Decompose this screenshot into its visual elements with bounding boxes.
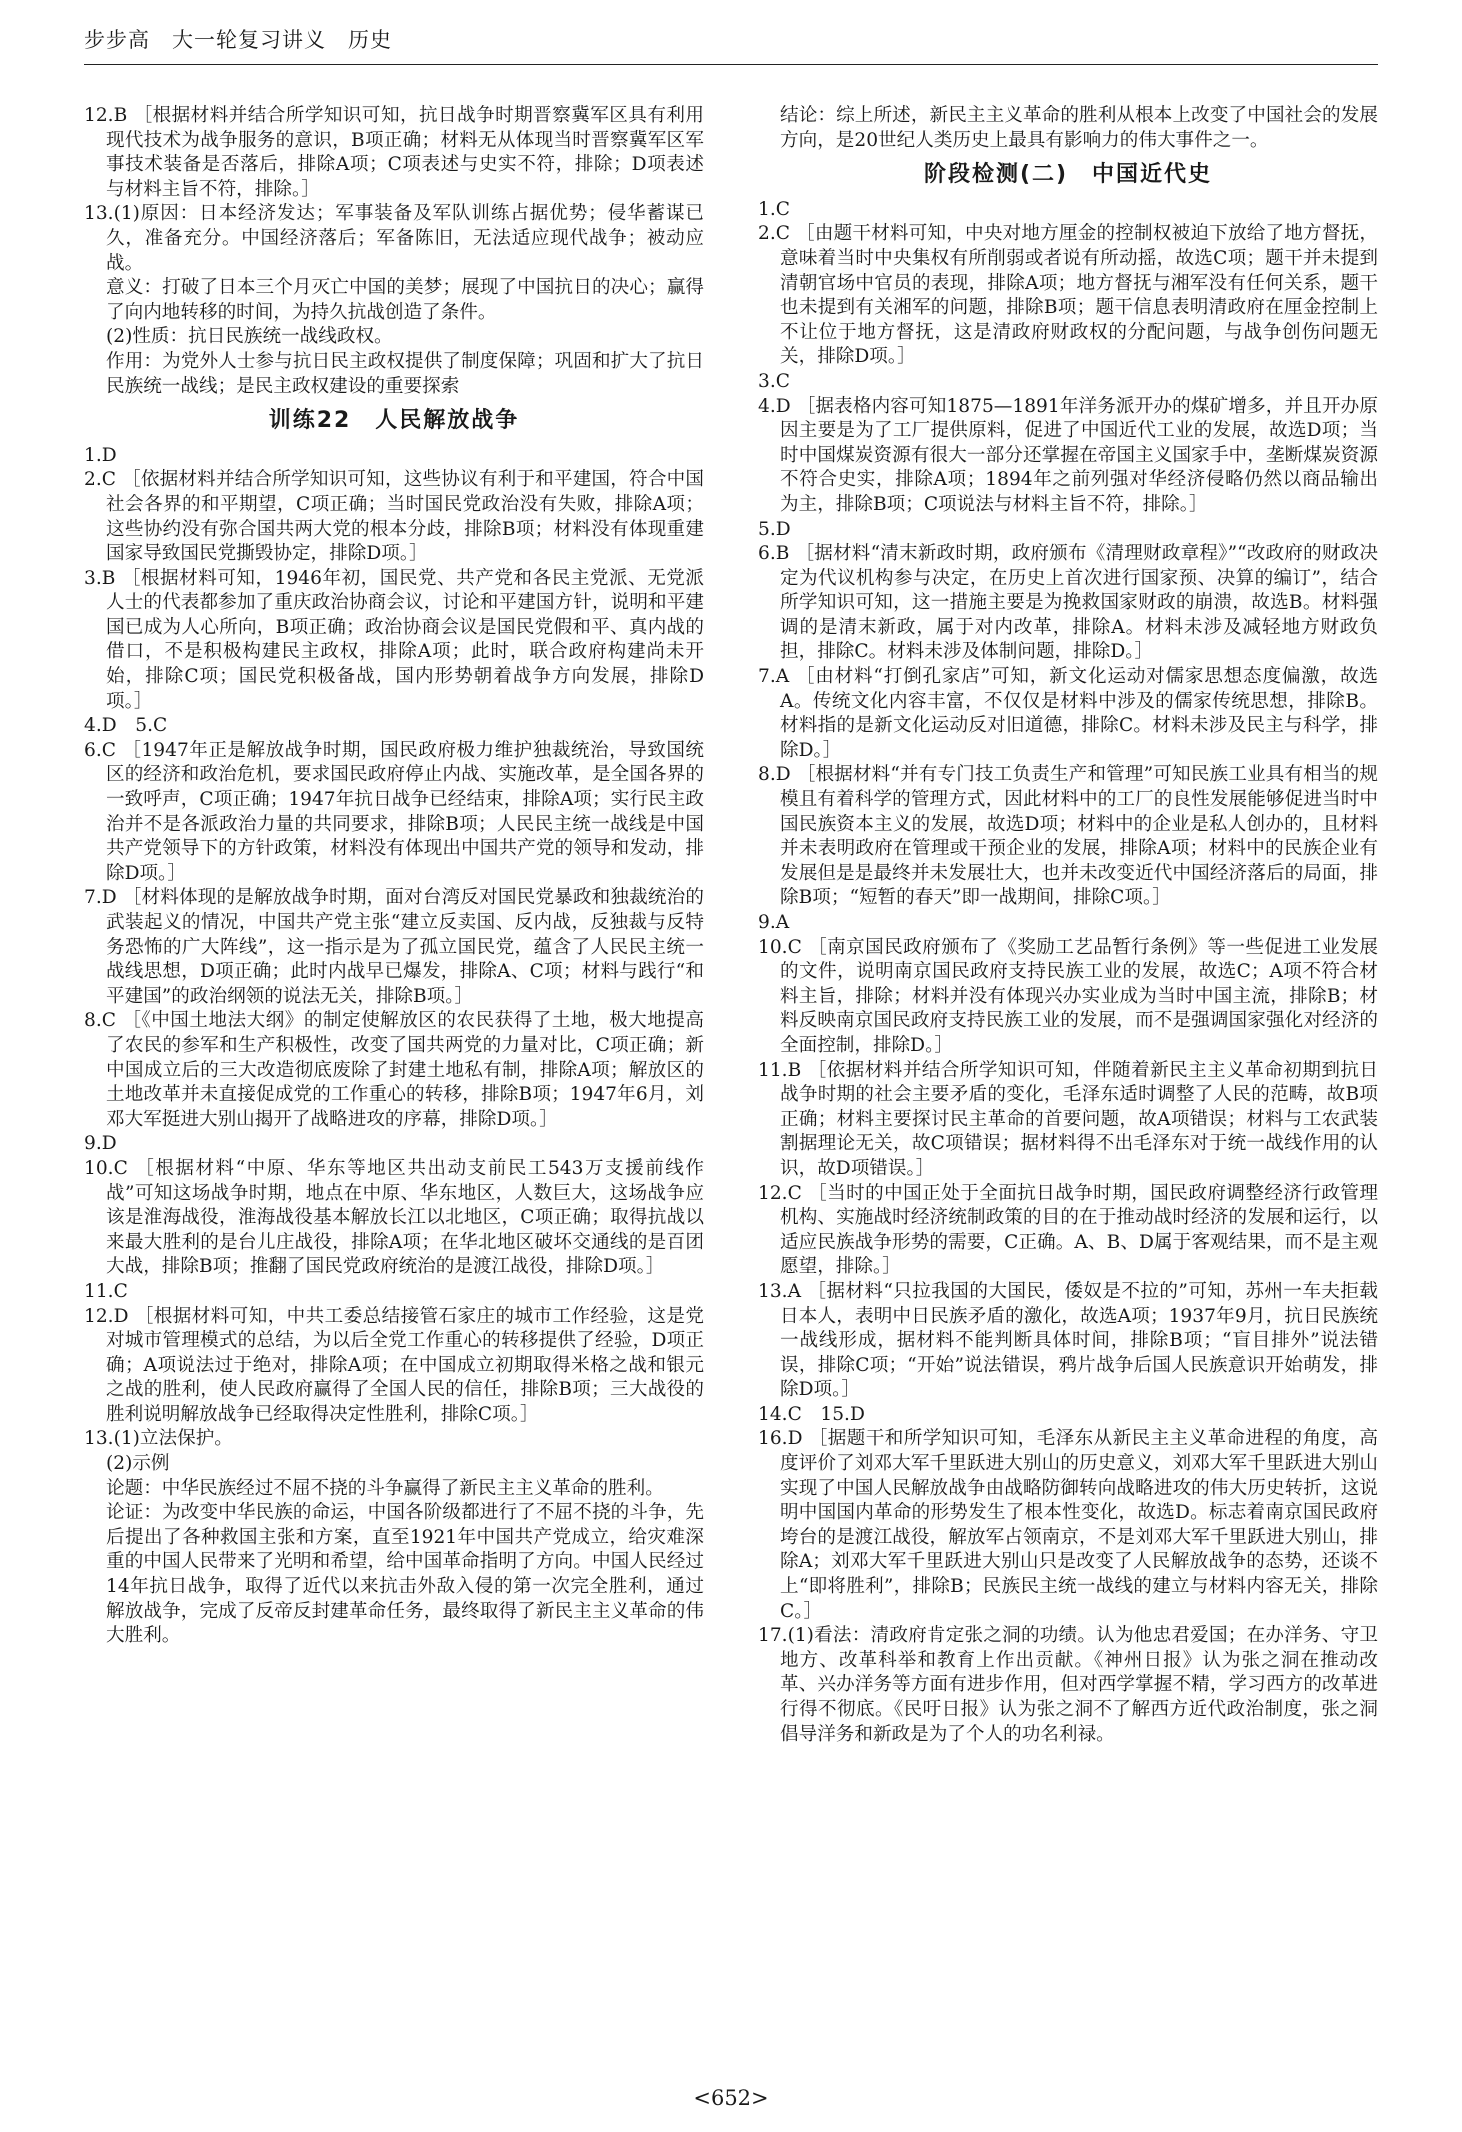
answer-item: 6.C ［1947年正是解放战争时期，国民政府极力维护独裁统治，导致国统区的经济和政治危机，要求国民政府停止内战、实施改革，是全国各界的一致呼声，C项正确；1947年抗日战争已经结束，排除A项；实行民主政治并不是各派政治力量的共同要求，排除B项；人民民主统一战线是中国共产党领导下的方针政策，材料没有体现出中国共产党的领导和发动，排除D项。］ — [84, 739, 704, 884]
answer-item: 12.C ［当时的中国正处于全面抗日战争时期，国民政府调整经济行政管理机构、实施战时经济统制政策的目的在于推动战时经济的发展和运行，以适应民族战争形势的需要，C正确。A、B、D属于客观结果，而不是主观愿望，排除。］ — [758, 1182, 1378, 1278]
answer-continuation: 意义：打破了日本三个月灭亡中国的美梦；展现了中国抗日的决心；赢得了向内地转移的时间，为持久抗战创造了条件。 — [106, 277, 704, 323]
answer-item: 9.D — [84, 1133, 117, 1155]
answer-item: 6.B ［据材料“清末新政时期，政府颁布《清理财政章程》”“改政府的财政决定为代议机构参与决定，在历史上首次进行国家预、决算的编订”，结合所学知识可知，这一措施主要是为挽救国家财政的崩溃，故选B。材料强调的是清末新政，属于对内改革，排除A。材料未涉及减轻地方财政负担，排除C。材料未涉及体制问题，排除D。］ — [758, 543, 1378, 663]
answer-item: 17.(1)看法：清政府肯定张之洞的功绩。认为他忠君爱国；在办洋务、守卫地方、改革科举和教育上作出贡献。《神州日报》认为张之洞在推动改革、兴办洋务等方面有进步作用，但对西学掌握不精，学习西方的改革进行得不彻底。《民吁日报》认为张之洞不了解西方近代政治制度，张之洞倡导洋务和新政是为了个人的功名利禄。 — [758, 1625, 1378, 1745]
answer-item: 1.C — [758, 198, 790, 220]
answer-continuation: 论题：中华民族经过不屈不挠的斗争赢得了新民主主义革命的胜利。 — [106, 1477, 664, 1499]
page-header: 步步高 大一轮复习讲义 历史 — [84, 28, 392, 52]
answer-item: 5.D — [758, 518, 791, 540]
answer-item: 4.D ［据表格内容可知1875—1891年洋务派开办的煤矿增多，并且开办原因主要是为了工厂提供原料，促进了中国近代工业的发展，故选D项；当时中国煤炭资源有很大一部分还掌握在帝国主义国家手中，垄断煤炭资源不符合史实，排除A项；1894年之前列强对华经济侵略仍然以商品输出为主，排除B项；C项说法与材料主旨不符，排除。］ — [758, 395, 1378, 515]
section-title: 训练22 人民解放战争 — [268, 408, 520, 434]
answer-item: 13.(1)原因：日本经济发达；军事装备及军队训练占据优势；侵华蓄谋已久，准备充分。中国经济落后；军备陈旧，无法适应现代战争；被动应战。 — [84, 203, 704, 274]
answer-item: 3.C — [758, 370, 790, 392]
answer-item: 7.D ［材料体现的是解放战争时期，面对台湾反对国民党暴政和独裁统治的武装起义的情况，中国共产党主张“建立反卖国、反内战，反独裁与反特务恐怖的广大阵线”，这一指示是为了孤立国民党，蕴含了人民民主统一战线思想，D项正确；此时内战早已爆发，排除A、C项；材料与践行“和平建国”的政治纲领的说法无关，排除B项。］ — [84, 887, 704, 1007]
answer-item: 12.B ［根据材料并结合所学知识可知，抗日战争时期晋察冀军区具有利用现代技术为战争服务的意识，B项正确；材料无从体现当时晋察冀军区军事技术装备是否落后，排除A项；C项表述与史实不符，排除；D项表述与材料主旨不符，排除。］ — [84, 105, 704, 200]
answer-item: 10.C ［根据材料“中原、华东等地区共出动支前民工543万支援前线作战”可知这场战争时期，地点在中原、华东地区，人数巨大，这场战争应该是淮海战役，淮海战役基本解放长江以北地区，C项正确；取得抗战以来最大胜利的是台儿庄战役，排除A项；在华北地区破坏交通线的是百团大战，排除B项；推翻了国民党政府统治的是渡江战役，排除D项。］ — [84, 1157, 704, 1278]
answer-item: 13.A ［据材料“只拉我国的大国民，倭奴是不拉的”可知，苏州一车夫拒载日本人，表明中日民族矛盾的激化，故选A项；1937年9月，抗日民族统一战线形成，据材料不能判断具体时间，排除B项；“盲目排外”说法错误，排除C项；“开始”说法错误，鸦片战争后国人民族意识开始萌发，排除D项。］ — [758, 1280, 1378, 1401]
answer-continuation: 论证：为改变中华民族的命运，中国各阶级都进行了不屈不挠的斗争，先后提出了各种救国主张和方案，直至1921年中国共产党成立，给灾难深重的中国人民带来了光明和希望，给中国革命指明了方向。中国人民经过14年抗日战争，取得了近代以来抗击外敌入侵的第一次完全胜利，通过解放战争，完成了反帝反封建革命任务，最终取得了新民主主义革命的伟大胜利。 — [106, 1502, 704, 1647]
answer-item: 3.B ［根据材料可知，1946年初，国民党、共产党和各民主党派、无党派人士的代表都参加了重庆政治协商会议，讨论和平建国方针，说明和平建国已成为人心所向，B项正确；政治协商会议是国民党假和平、真内战的借口，不是积极构建民主政权，排除A项；此时，联合政府构建尚未开始，排除C项；国民党积极备战，国内形势朝着战争方向发展，排除D项。］ — [84, 567, 704, 712]
answer-continuation: 结论：综上所述，新民主主义革命的胜利从根本上改变了中国社会的发展方向，是20世纪人类历史上最具有影响力的伟大事件之一。 — [780, 105, 1378, 151]
answer-item: 4.D 5.C — [84, 715, 168, 737]
answer-item: 7.A ［由材料“打倒孔家店”可知，新文化运动对儒家思想态度偏激，故选A。传统文化内容丰富，不仅仅是材料中涉及的儒家传统思想，排除B。材料指的是新文化运动反对旧道德，排除C。材料未涉及民主与科学，排除D。］ — [758, 666, 1378, 761]
answer-continuation: (2)示例 — [106, 1453, 170, 1475]
answer-item: 11.C — [84, 1280, 128, 1302]
answer-item: 2.C ［由题干材料可知，中央对地方厘金的控制权被迫下放给了地方督抚，意味着当时中央集权有所削弱或者说有所动摇，故选C项；题干并未提到清朝官场中官员的表现，排除A项；地方督抚与湘军没有任何关系，题干也未提到有关湘军的问题，排除B项；题干信息表明清政府在厘金控制上不让位于地方督抚，这是清政府财政权的分配问题，与战争创伤问题无关，排除D项。］ — [758, 223, 1378, 368]
answer-item: 10.C ［南京国民政府颁布了《奖励工艺品暂行条例》等一些促进工业发展的文件，说明南京国民政府支持民族工业的发展，故选C；A项不符合材料主旨，排除；材料并没有体现兴办实业成为当时中国主流，排除B；材料反映南京国民政府支持民族工业的发展，而不是强调国家强化对经济的全面控制，排除D。］ — [758, 936, 1378, 1056]
answer-item: 11.B ［依据材料并结合所学知识可知，伴随着新民主主义革命初期到抗日战争时期的社会主要矛盾的变化，毛泽东适时调整了人民的范畴，故B项正确；材料主要探讨民主革命的首要问题，故A项错误；材料与工农武装割据理论无关，故C项错误；据材料得不出毛泽东对于统一战线作用的认识，故D项错误。］ — [758, 1059, 1378, 1179]
answer-item: 13.(1)立法保护。 — [84, 1428, 233, 1450]
answer-item: 2.C ［依据材料并结合所学知识可知，这些协议有利于和平建国，符合中国社会各界的和平期望，C项正确；当时国民党政治没有失败，排除A项；这些协约没有弥合国共两大党的根本分歧，排除B项；材料没有体现重建国家导致国民党撕毁协定，排除D项。］ — [84, 469, 704, 565]
left-column — [84, 104, 704, 1649]
answer-item: 9.A — [758, 912, 790, 933]
answer-continuation: (2)性质：抗日民族统一战线政权。 — [106, 326, 393, 348]
answer-item: 8.D ［根据材料“并有专门技工负责生产和管理”可知民族工业具有相当的规模且有着科学的管理方式，因此材料中的工厂的良性发展能够促进当时中国民族资本主义的发展，故选D项；材料中的企业是私人创办的，且材料并未表明政府在管理或干预企业的发展，排除A项；材料中的民族企业有发展但是是最终并未发展壮大，也并未改变近代中国经济落后的局面，排除B项；“短暂的春天”即一战期间，排除C项。］ — [758, 764, 1378, 909]
answer-item: 16.D ［据题干和所学知识可知，毛泽东从新民主主义革命进程的角度，高度评价了刘邓大军千里跃进大别山的历史意义，刘邓大军千里跃进大别山实现了中国人民解放战争由战略防御转向战略进攻的伟大历史转折，这说明中国国内革命的形势发生了根本性变化，故选D。标志着南京国民政府垮台的是渡江战役，解放军占领南京，不是刘邓大军千里跃进大别山，排除A；刘邓大军千里跃进大别山只是改变了人民解放战争的态势，还谈不上“即将胜利”，排除B；民族民主统一战线的建立与材料内容无关，排除C。］ — [758, 1428, 1378, 1622]
answer-continuation: 作用：为党外人士参与抗日民主政权提供了制度保障；巩固和扩大了抗日民族统一战线；是民主政权建设的重要探索 — [106, 350, 704, 397]
answer-item: 1.D — [84, 444, 117, 466]
header-rule — [84, 64, 1378, 65]
answer-item: 8.C ［《中国土地法大纲》的制定使解放区的农民获得了土地，极大地提高了农民的参军和生产积极性，改变了国共两党的力量对比，C项正确；新中国成立后的三大改造彻底废除了封建土地私有制，排除A项；解放区的土地改革并未直接促成党的工作重心的转移，排除B项；1947年6月，刘邓大军挺进大别山揭开了战略进攻的序幕，排除D项。］ — [84, 1010, 704, 1130]
page-number: <652> — [693, 2086, 769, 2110]
answer-item: 14.C 15.D — [758, 1403, 865, 1425]
answer-item: 12.D ［根据材料可知，中共工委总结接管石家庄的城市工作经验，这是党对城市管理模式的总结，为以后全党工作重心的转移提供了经验，D项正确；A项说法过于绝对，排除A项；在中国成立初期取得米格之战和银元之战的胜利，使人民政府赢得了全国人民的信任，排除B项；三大战役的胜利说明解放战争已经取得决定性胜利，排除C项。］ — [84, 1305, 704, 1425]
section-title: 阶段检测(二) 中国近代史 — [923, 162, 1213, 188]
right-column — [758, 104, 1378, 1747]
